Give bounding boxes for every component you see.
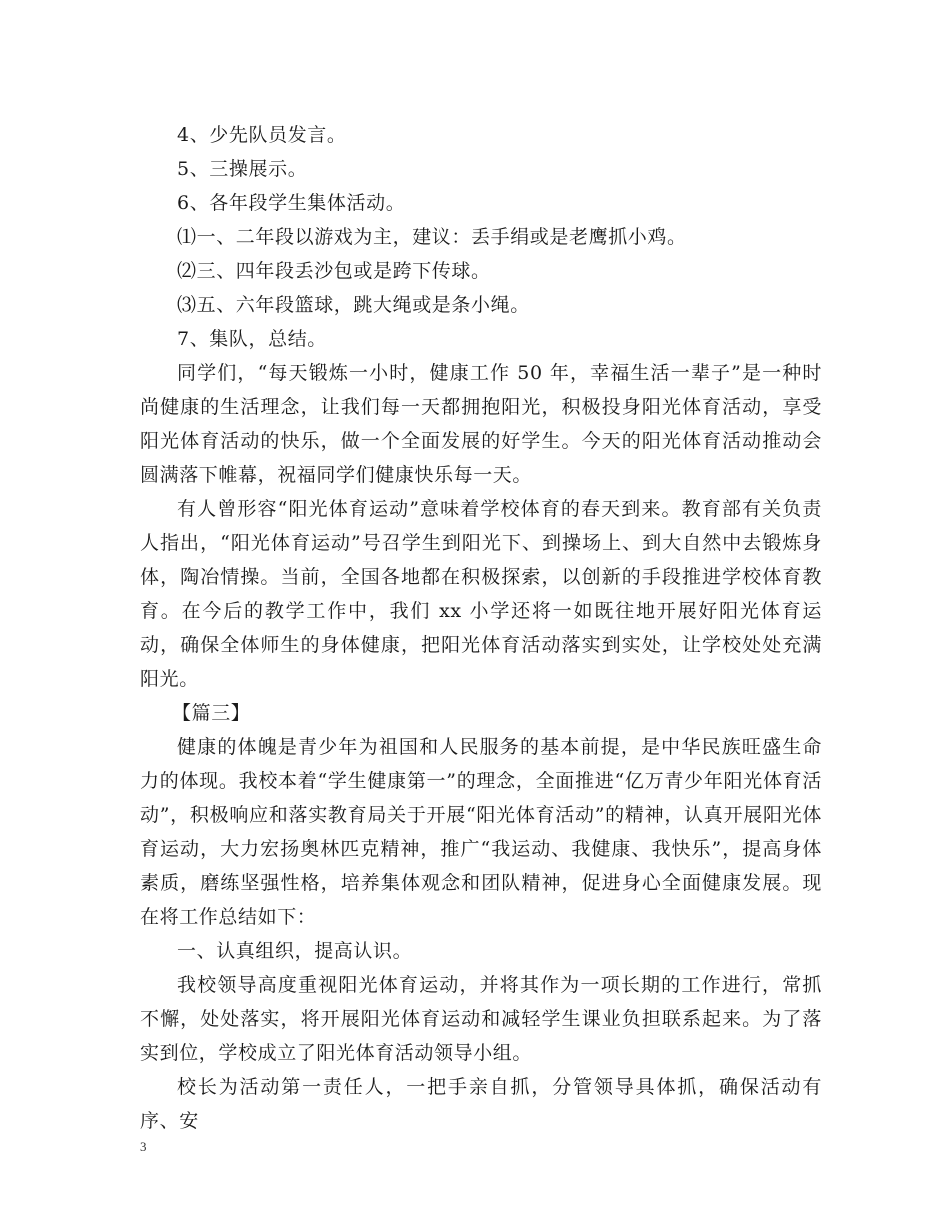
paragraph-sunshine-sports: 有人曾形容“阳光体育运动”意味着学校体育的春天到来。教育部有关负责人指出，“阳光体育运动”号召学生到阳光下、到操场上、到大自然中去锻炼身体，陶冶情操。当前，全国各地都在积极探索，以创新的手段推进学校体育教育。在今后的教学工作中，我们 xx 小学还将一如既往地开展好阳光体育运动，确保全体师生的身体健康，把阳光体育活动落实到实处，让学校处处充满阳光。 [140,498,822,690]
subheading-organization: 一、认真组织，提高认识。 [177,940,413,962]
section-heading: 【篇三】 [172,702,251,724]
paragraph-health-intro: 健康的体魄是青少年为祖国和人民服务的基本前提，是中华民族旺盛生命力的体现。我校本着“学生健康第一”的理念，全面推进“亿万青少年阳光体育活动”，积极响应和落实教育局关于开展“阳光体育活动”的精神，认真开展阳光体育运动，大力宏扬奥林匹克精神，推广“我运动、我健康、我快乐”，提高身体素质，磨练坚强性格，培养集体观念和团队精神，促进身心全面健康发展。现在将工作总结如下： [140,736,822,928]
sub-item-grades-1-2: ⑴一、二年段以游戏为主，建议：丢手绢或是老鹰抓小鸡。 [177,226,687,248]
list-item-group-activities: 6、各年段学生集体活动。 [177,192,406,214]
list-item-speech: 4、少先队员发言。 [177,124,347,146]
sub-item-grades-3-4: ⑵三、四年段丢沙包或是跨下传球。 [177,260,491,282]
paragraph-students-address: 同学们，“每天锻炼一小时，健康工作 50 年，幸福生活一辈子”是一种时尚健康的生活理念，让我们每一天都拥抱阳光，积极投身阳光体育活动，享受阳光体育活动的快乐，做一个全面发展的好学生。今天的阳光体育活动推动会圆满落下帷幕，祝福同学们健康快乐每一天。 [140,362,822,486]
page-number: 3 [140,1139,147,1154]
document-body [140,118,822,1138]
paragraph-leadership: 我校领导高度重视阳光体育运动，并将其作为一项长期的工作进行，常抓不懈，处处落实，将开展阳光体育运动和减轻学生课业负担联系起来。为了落实到位，学校成立了阳光体育活动领导小组。 [140,974,822,1064]
paragraph-principal: 校长为活动第一责任人，一把手亲自抓，分管领导具体抓，确保活动有序、安 [140,1076,822,1132]
list-item-exercise-show: 5、三操展示。 [177,158,308,180]
list-item-summary: 7、集队，总结。 [177,328,327,350]
sub-item-grades-5-6: ⑶五、六年段篮球，跳大绳或是条小绳。 [177,294,530,316]
